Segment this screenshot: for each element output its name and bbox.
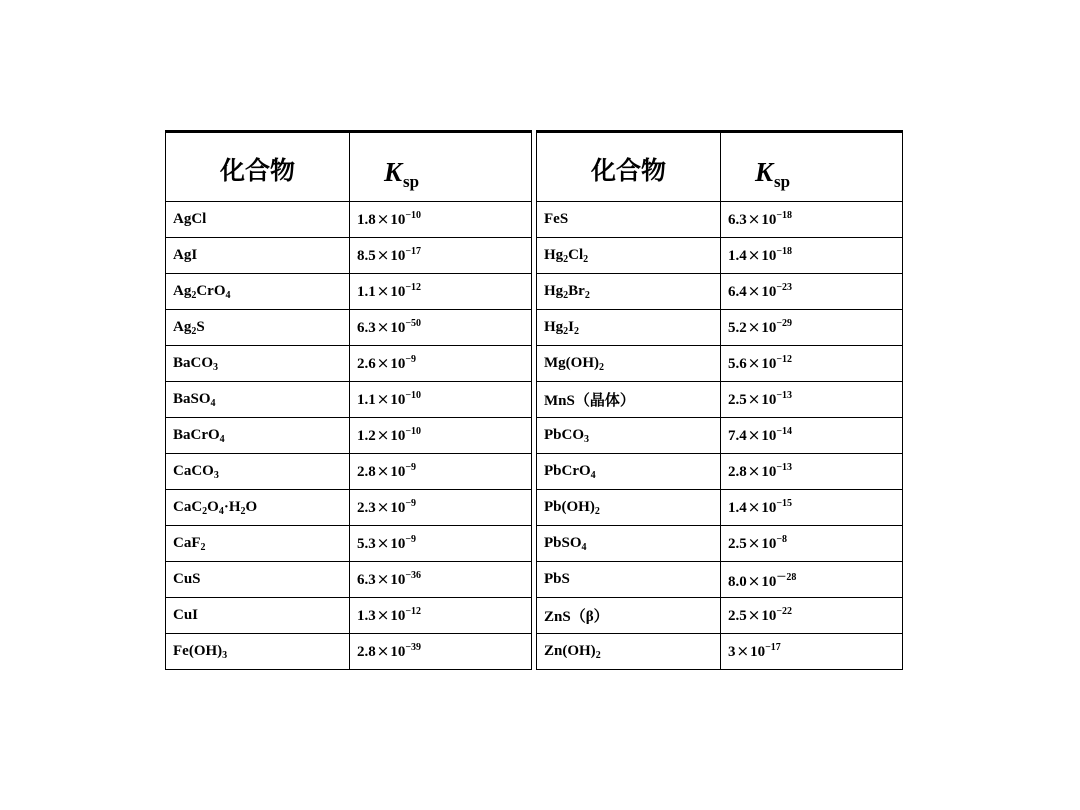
- table-row: [537, 562, 903, 598]
- table-row: [166, 382, 532, 418]
- table-row: [166, 238, 532, 274]
- ksp-value: $3\times 10^{-17}$: [721, 634, 903, 670]
- ksp-value: $2.5\times 10^{-8}$: [721, 526, 903, 562]
- table-row: [537, 274, 903, 310]
- compound-formula: $Pb(OH)_2$: [537, 490, 721, 526]
- ksp-value: $1.3\times 10^{-12}$: [350, 598, 532, 634]
- ksp-value: $2.5\times 10^{-22}$: [721, 598, 903, 634]
- ksp-value: $1.1\times 10^{-10}$: [350, 382, 532, 418]
- ksp-value: $6.3\times 10^{-36}$: [350, 562, 532, 598]
- compound-formula: $Ag_2CrO_4$: [166, 274, 350, 310]
- ksp-value: $1.8\times 10^{-10}$: [350, 202, 532, 238]
- ksp-header: $K_{sp}$: [350, 132, 532, 202]
- compound-formula: $Ag_2S$: [166, 310, 350, 346]
- ksp-value: $2.8\times 10^{-13}$: [721, 454, 903, 490]
- table-row: [537, 418, 903, 454]
- ksp-value: $2.5\times 10^{-13}$: [721, 382, 903, 418]
- table-header-row: [537, 132, 903, 202]
- compound-formula: BaCO$_3$: [166, 346, 350, 382]
- compound-formula: ZnS（β）: [537, 598, 721, 634]
- table-row: [537, 346, 903, 382]
- table-row: [537, 382, 903, 418]
- ksp-value: $6.3\times 10^{-18}$: [721, 202, 903, 238]
- compound-header: 化合物: [166, 132, 350, 202]
- ksp-value: $1.2\times 10^{-10}$: [350, 418, 532, 454]
- table-header-row: [166, 132, 532, 202]
- ksp-value: $2.8\times 10^{-9}$: [350, 454, 532, 490]
- ksp-value: $1.4\times 10^{-15}$: [721, 490, 903, 526]
- compound-header: 化合物: [537, 132, 721, 202]
- ksp-table-left: [165, 130, 532, 670]
- ksp-value: $6.4\times 10^{-23}$: [721, 274, 903, 310]
- compound-formula: $CaC_2O_4\cdot H_2O$: [166, 490, 350, 526]
- ksp-value: $1.4\times 10^{-18}$: [721, 238, 903, 274]
- table-row: [537, 490, 903, 526]
- compound-formula: $Fe(OH)_3$: [166, 634, 350, 670]
- compound-formula: AgCl: [166, 202, 350, 238]
- ksp-table-right: [536, 130, 903, 670]
- table-row: [537, 598, 903, 634]
- table-row: [166, 310, 532, 346]
- table-row: [166, 634, 532, 670]
- ksp-value: $8.0\times 10^{-28}$: [721, 562, 903, 598]
- ksp-value: $7.4\times 10^{-14}$: [721, 418, 903, 454]
- table-row: [537, 238, 903, 274]
- compound-formula: $Hg_2Br_2$: [537, 274, 721, 310]
- table-row: [166, 598, 532, 634]
- compound-formula: CuS: [166, 562, 350, 598]
- compound-formula: MnS（晶体）: [537, 382, 721, 418]
- ksp-value: $5.6\times 10^{-12}$: [721, 346, 903, 382]
- ksp-value: $5.2\times 10^{-29}$: [721, 310, 903, 346]
- compound-formula: $Hg_2Cl_2$: [537, 238, 721, 274]
- compound-formula: $Hg_2I_2$: [537, 310, 721, 346]
- ksp-value: $2.8\times 10^{-39}$: [350, 634, 532, 670]
- ksp-value: $1.1\times 10^{-12}$: [350, 274, 532, 310]
- compound-formula: PbCrO$_4$: [537, 454, 721, 490]
- ksp-header: $K_{sp}$: [721, 132, 903, 202]
- compound-formula: FeS: [537, 202, 721, 238]
- compound-formula: CuI: [166, 598, 350, 634]
- table-row: [537, 310, 903, 346]
- table-row: [166, 526, 532, 562]
- compound-formula: AgI: [166, 238, 350, 274]
- table-row: [166, 454, 532, 490]
- table-row: [166, 274, 532, 310]
- table-row: [166, 202, 532, 238]
- compound-formula: BaSO$_4$: [166, 382, 350, 418]
- ksp-value: $2.3\times 10^{-9}$: [350, 490, 532, 526]
- compound-formula: $Zn(OH)_2$: [537, 634, 721, 670]
- table-row: [166, 562, 532, 598]
- compound-formula: BaCrO$_4$: [166, 418, 350, 454]
- compound-formula: $Mg(OH)_2$: [537, 346, 721, 382]
- table-row: [537, 634, 903, 670]
- compound-formula: CaCO$_3$: [166, 454, 350, 490]
- table-row: [166, 418, 532, 454]
- compound-formula: PbS: [537, 562, 721, 598]
- compound-formula: PbCO$_3$: [537, 418, 721, 454]
- table-row: [537, 526, 903, 562]
- ksp-value: $5.3\times 10^{-9}$: [350, 526, 532, 562]
- compound-formula: PbSO$_4$: [537, 526, 721, 562]
- ksp-value: $8.5\times 10^{-17}$: [350, 238, 532, 274]
- ksp-value: $2.6\times 10^{-9}$: [350, 346, 532, 382]
- compound-formula: CaF$_2$: [166, 526, 350, 562]
- table-row: [537, 202, 903, 238]
- table-row: [166, 490, 532, 526]
- table-row: [166, 346, 532, 382]
- table-row: [537, 454, 903, 490]
- ksp-value: $6.3\times 10^{-50}$: [350, 310, 532, 346]
